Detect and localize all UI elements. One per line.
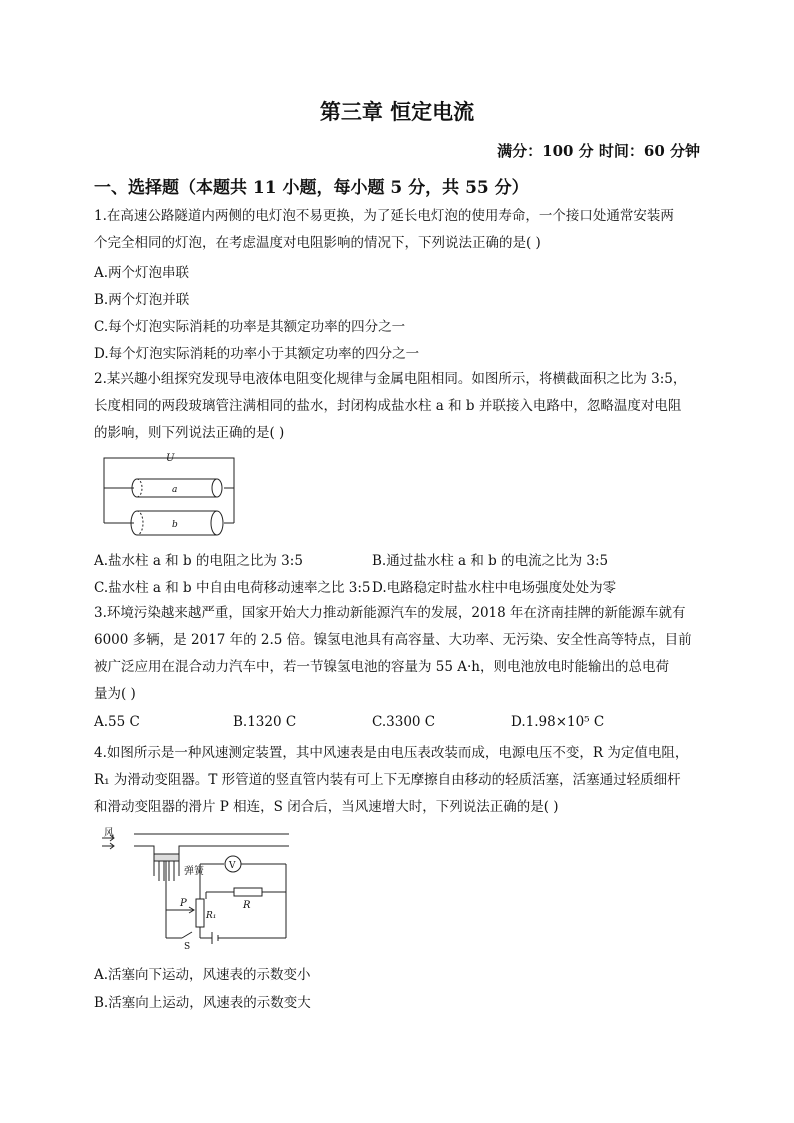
- page-title: 第三章 恒定电流: [319, 99, 475, 124]
- q3-option-c[interactable]: C.3300 C: [372, 714, 436, 730]
- q4-stem-line-1: 4.如图所示是一种风速测定装置，其中风速表是由电压表改装而成，电源电压不变，R 为定值电阻，: [94, 745, 689, 761]
- q2-option-d[interactable]: D.电路稳定时盐水柱中电场强度处处为零: [372, 580, 617, 596]
- q1-option-a[interactable]: A.两个灯泡串联: [94, 265, 190, 281]
- q3-option-a[interactable]: A.55 C: [94, 714, 140, 730]
- q1-option-d[interactable]: D.每个灯泡实际消耗的功率小于其额定功率的四分之一: [94, 346, 420, 362]
- q1-option-b[interactable]: B.两个灯泡并联: [94, 292, 190, 308]
- figure-label-p: P: [180, 898, 187, 909]
- q2-stem-line-2: 长度相同的两段玻璃管注满相同的盐水，封闭构成盐水柱 a 和 b 并联接入电路中，忽略温度对电阻: [94, 398, 682, 414]
- q3-stem-line-1: 3.环境污染越来越严重，国家开始大力推动新能源汽车的发展，2018 年在济南挂牌的新能源车就有: [94, 605, 686, 621]
- score-time-info: 满分：100 分 时间：60 分钟: [497, 142, 700, 160]
- figure-label-s: S: [184, 942, 191, 952]
- q3-option-d[interactable]: D.1.98×10⁵ C: [511, 714, 605, 730]
- q3-stem-line-3: 被广泛应用在混合动力汽车中，若一节镍氢电池的容量为 55 A·h，则电池放电时能输出的总电荷: [94, 659, 669, 675]
- figure-label-u: U: [166, 453, 175, 464]
- q2-stem-line-3: 的影响，则下列说法正确的是( ): [94, 425, 285, 441]
- figure-label-r: R: [243, 900, 251, 911]
- q4-stem-line-2: R₁ 为滑动变阻器。T 形管道的竖直管内装有可上下无摩擦自由移动的轻质活塞，活塞通过轻质细杆: [94, 772, 681, 788]
- q2-option-c[interactable]: C.盐水柱 a 和 b 中自由电荷移动速率之比 3:5: [94, 580, 371, 596]
- q2-stem-line-1: 2.某兴趣小组探究发现导电液体电阻变化规律与金属电阻相同。如图所示，将横截面积之比为 3:5，: [94, 371, 687, 387]
- salt-water-column-figure: [94, 448, 244, 540]
- q1-option-c[interactable]: C.每个灯泡实际消耗的功率是其额定功率的四分之一: [94, 319, 406, 335]
- q3-stem-line-2: 6000 多辆，是 2017 年的 2.5 倍。镍氢电池具有高容量、大功率、无污染、安全性高等特点，目前: [94, 632, 692, 648]
- q4-option-a[interactable]: A.活塞向下运动，风速表的示数变小: [94, 967, 311, 983]
- figure-label-a: a: [172, 485, 178, 495]
- figure-label-wind: 风: [104, 828, 114, 839]
- q4-stem-line-3: 和滑动变阻器的滑片 P 相连，S 闭合后，当风速增大时，下列说法正确的是( ): [94, 799, 559, 815]
- q1-stem-line-1: 1.在高速公路隧道内两侧的电灯泡不易更换，为了延长电灯泡的使用寿命，一个接口处通常安装两: [94, 208, 674, 224]
- figure-label-r1: R₁: [206, 911, 217, 921]
- q4-option-b[interactable]: B.活塞向上运动，风速表的示数变大: [94, 995, 311, 1011]
- q3-option-b[interactable]: B.1320 C: [233, 714, 297, 730]
- figure-label-b: b: [172, 520, 178, 530]
- section-heading: 一、选择题（本题共 11 小题，每小题 5 分，共 55 分）: [94, 178, 529, 198]
- q1-stem-line-2: 个完全相同的灯泡，在考虑温度对电阻影响的情况下，下列说法正确的是( ): [94, 235, 541, 251]
- wind-speed-device-figure: [94, 826, 294, 952]
- figure-label-spring: 弹簧: [184, 866, 204, 877]
- q2-option-b[interactable]: B.通过盐水柱 a 和 b 的电流之比为 3:5: [372, 553, 609, 569]
- q3-stem-line-4: 量为( ): [94, 686, 136, 702]
- figure-label-v: V: [229, 861, 236, 871]
- q2-option-a[interactable]: A.盐水柱 a 和 b 的电阻之比为 3:5: [94, 553, 303, 569]
